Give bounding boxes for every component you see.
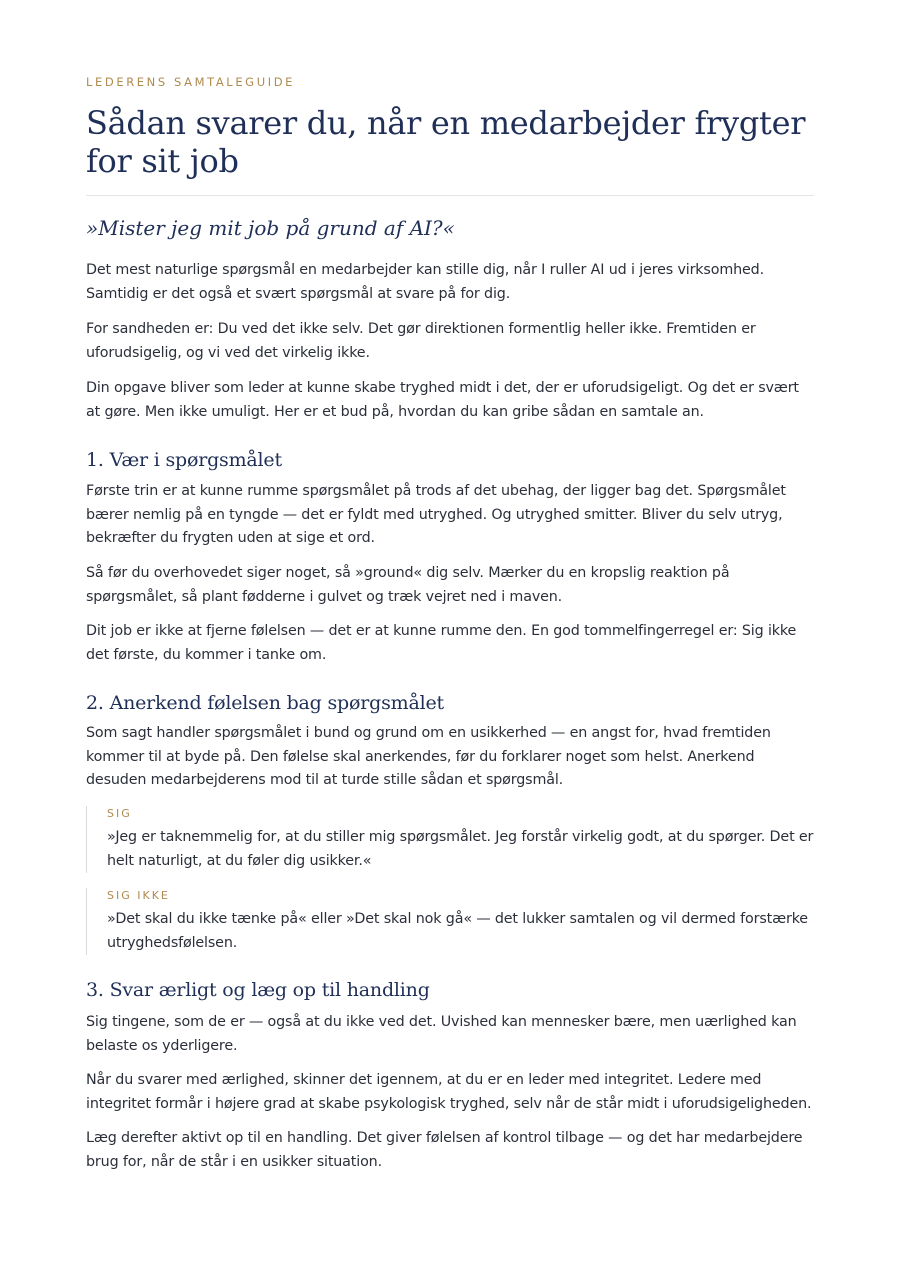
callout-text: »Jeg er taknemmelig for, at du stiller mig spørgsmålet. Jeg forstår virkelig godt, at du spørger. Det er helt naturligt, at du føler dig usikker.« <box>107 829 814 869</box>
section-paragraph: Så før du overhovedet siger noget, så »ground« dig selv. Mærker du en kropslig reaktion på spørgsmålet, så plant fødderne i gulvet og træk vejret ned i maven. <box>86 565 730 605</box>
intro-paragraph: Din opgave bliver som leder at kunne skabe tryghed midt i det, der er uforudsigeligt. Og det er svært at gøre. Men ikke umuligt. Her er et bud på, hvordan du kan gribe sådan en samtale an. <box>86 380 799 420</box>
section-paragraph: Som sagt handler spørgsmålet i bund og grund om en usikkerhed — en angst for, hvad fremtiden kommer til at byde på. Den følelse skal anerkendes, før du forklarer noget som helst. Anerkend desuden medarbejderens mod til at turde stille sådan et spørgsmål. <box>86 725 771 788</box>
section-paragraph: Læg derefter aktivt op til en handling. Det giver følelsen af kontrol tilbage — og det har medarbejdere brug for, når de står i en usikker situation. <box>86 1130 803 1170</box>
callout-text: »Det skal du ikke tænke på« eller »Det skal nok gå« — det lukker samtalen og vil dermed forstærke utryghedsfølelsen. <box>107 911 808 951</box>
section-heading-1: 1. Vær i spørgsmålet <box>86 449 282 471</box>
callout-do-say <box>86 806 814 873</box>
document-kicker: LEDERENS SAMTALEGUIDE <box>86 75 296 89</box>
section-paragraph: Dit job er ikke at fjerne følelsen — det er at kunne rumme den. En god tommelfingerregel er: Sig ikke det første, du kommer i tanke om. <box>86 623 797 663</box>
intro-paragraph: For sandheden er: Du ved det ikke selv. Det gør direktionen formentlig heller ikke. Fremtiden er uforudsigelig, og vi ved det virkelig ikke. <box>86 321 756 361</box>
section-paragraph: Sig tingene, som de er — også at du ikke ved det. Uvished kan mennesker bære, men uærlighed kan belaste os yderligere. <box>86 1014 797 1054</box>
section-heading-3: 3. Svar ærligt og læg op til handling <box>86 979 430 1001</box>
intro-paragraph: Det mest naturlige spørgsmål en medarbejder kan stille dig, når I ruller AI ud i jeres virksomhed. Samtidig er det også et svært spørgsmål at svare på for dig. <box>86 262 764 302</box>
section-paragraph: Når du svarer med ærlighed, skinner det igennem, at du er en leder med integritet. Ledere med integritet formår i højere grad at skabe psykologisk tryghed, selv når de står midt i uforudsigeligheden. <box>86 1072 812 1112</box>
callout-do-not-say <box>86 888 814 955</box>
section-paragraph: Første trin er at kunne rumme spørgsmålet på trods af det ubehag, der ligger bag det. Spørgsmålet bærer nemlig på en tyngde — det er fyldt med utryghed. Og utryghed smitter. Bliver du selv utryg, bekræfter du frygten uden at sige et ord. <box>86 483 786 546</box>
page-title: Sådan svarer du, når en medarbejder frygter for sit job <box>86 104 806 180</box>
title-divider <box>86 195 814 196</box>
intro-quote-heading: »Mister jeg mit job på grund af AI?« <box>86 216 455 240</box>
callout-label: SIG IKKE <box>107 889 170 902</box>
section-heading-2: 2. Anerkend følelsen bag spørgsmålet <box>86 692 444 714</box>
callout-label: SIG <box>107 807 132 820</box>
